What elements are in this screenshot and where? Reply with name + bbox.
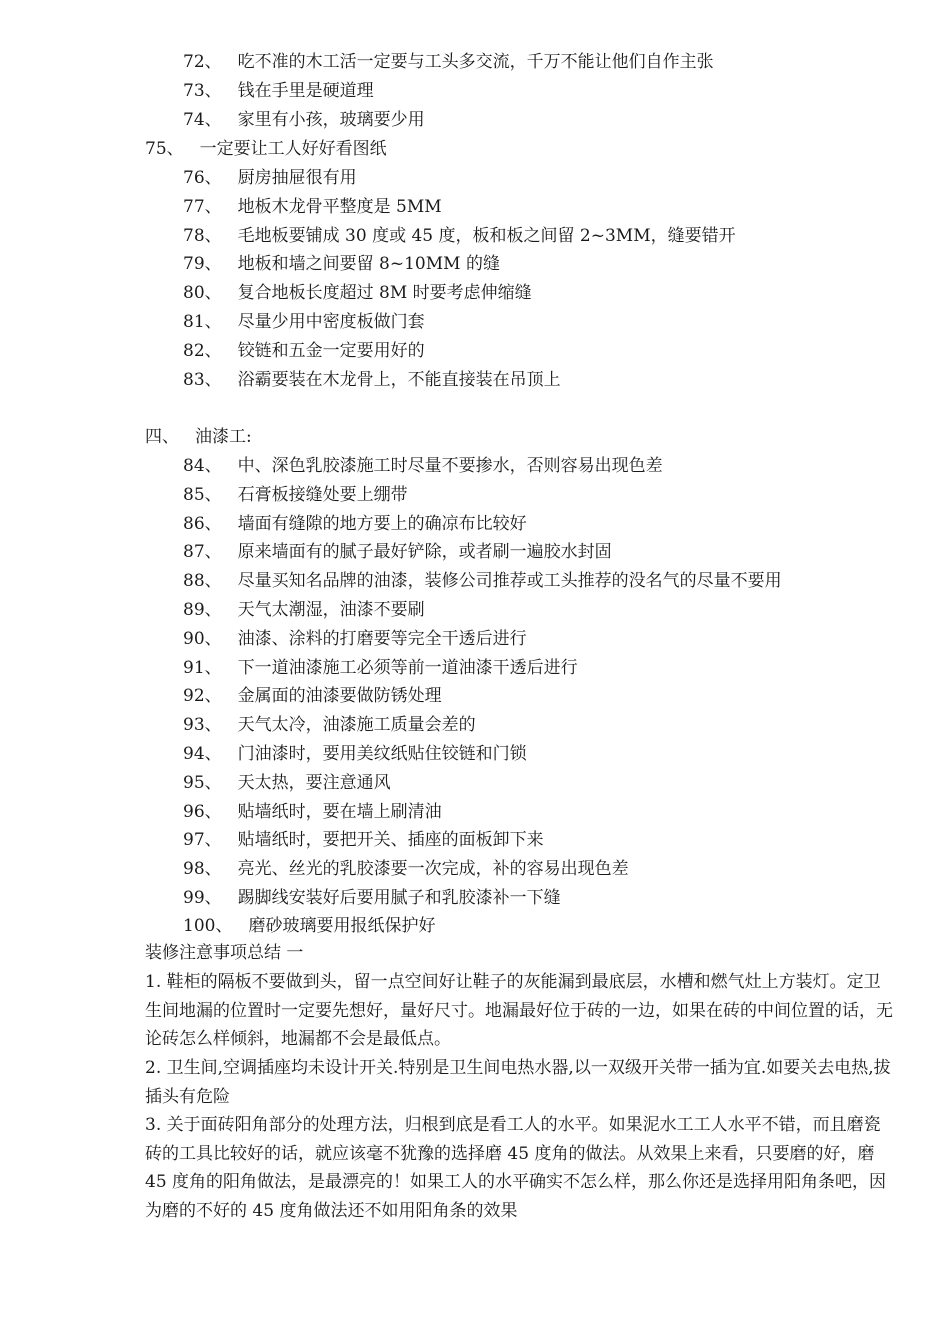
item-text: 贴墙纸时，要在墙上刷清油 bbox=[237, 802, 442, 822]
item-number: 95、 bbox=[183, 773, 222, 793]
list-item bbox=[183, 339, 425, 363]
list-item bbox=[183, 914, 435, 938]
summary-title: 装修注意事项总结 一 bbox=[145, 943, 304, 963]
item-number: 91、 bbox=[183, 658, 222, 678]
list-item bbox=[183, 800, 442, 824]
item-text: 天气太冷，油漆施工质量会差的 bbox=[237, 715, 476, 735]
item-text: 铰链和五金一定要用好的 bbox=[237, 341, 425, 361]
item-number: 97、 bbox=[183, 830, 222, 850]
item-text: 厨房抽屉很有用 bbox=[237, 168, 357, 188]
item-text: 油漆、涂料的打磨要等完全干透后进行 bbox=[237, 629, 527, 649]
item-text: 石膏板接缝处要上绷带 bbox=[237, 485, 408, 505]
list-item bbox=[145, 137, 387, 161]
item-text: 墙面有缝隙的地方要上的确凉布比较好 bbox=[237, 514, 527, 534]
list-item bbox=[183, 368, 561, 392]
item-text: 亮光、丝光的乳胶漆要一次完成，补的容易出现色差 bbox=[237, 859, 629, 879]
paragraph-2: 2. 卫生间,空调插座均未设计开关.特别是卫生间电热水器,以一双级开关带一插为宜.如要关去电热,拔插头有危险 bbox=[145, 1058, 891, 1107]
item-number: 75、 bbox=[145, 139, 184, 159]
list-item bbox=[183, 310, 425, 334]
item-number: 73、 bbox=[183, 81, 222, 101]
item-text: 复合地板长度超过 8M 时要考虑伸缩缝 bbox=[237, 283, 532, 303]
list-item bbox=[183, 713, 476, 737]
item-text: 磨砂玻璃要用报纸保护好 bbox=[248, 916, 436, 936]
list-item bbox=[183, 512, 527, 536]
item-text: 中、深色乳胶漆施工时尽量不要掺水，否则容易出现色差 bbox=[237, 456, 663, 476]
item-number: 76、 bbox=[183, 168, 222, 188]
item-text: 地板木龙骨平整度是 5MM bbox=[237, 197, 442, 217]
item-text: 贴墙纸时，要把开关、插座的面板卸下来 bbox=[237, 830, 544, 850]
item-text: 尽量买知名品牌的油漆，装修公司推荐或工头推荐的没名气的尽量不要用 bbox=[237, 571, 782, 591]
item-number: 72、 bbox=[183, 52, 222, 72]
item-number: 90、 bbox=[183, 629, 222, 649]
item-text: 踢脚线安装好后要用腻子和乳胶漆补一下缝 bbox=[237, 888, 561, 908]
item-number: 77、 bbox=[183, 197, 222, 217]
list-item bbox=[183, 79, 374, 103]
list-item bbox=[183, 281, 532, 305]
item-number: 74、 bbox=[183, 110, 222, 130]
item-number: 83、 bbox=[183, 370, 222, 390]
item-number: 81、 bbox=[183, 312, 222, 332]
item-number: 94、 bbox=[183, 744, 222, 764]
list-item bbox=[183, 252, 500, 276]
list-item bbox=[183, 483, 408, 507]
list-item bbox=[183, 569, 782, 593]
item-number: 88、 bbox=[183, 571, 222, 591]
list-item bbox=[183, 771, 391, 795]
item-number: 93、 bbox=[183, 715, 222, 735]
item-text: 金属面的油漆要做防锈处理 bbox=[237, 686, 442, 706]
item-number: 79、 bbox=[183, 254, 222, 274]
item-text: 一定要让工人好好看图纸 bbox=[199, 139, 387, 159]
item-text: 浴霸要装在木龙骨上，不能直接装在吊顶上 bbox=[237, 370, 561, 390]
item-text: 天太热，要注意通风 bbox=[237, 773, 391, 793]
item-text: 家里有小孩，玻璃要少用 bbox=[237, 110, 425, 130]
item-number: 96、 bbox=[183, 802, 222, 822]
item-text: 尽量少用中密度板做门套 bbox=[237, 312, 425, 332]
item-text: 吃不准的木工活一定要与工头多交流，千万不能让他们自作主张 bbox=[237, 52, 714, 72]
item-number: 99、 bbox=[183, 888, 222, 908]
list-item bbox=[183, 454, 663, 478]
list-item bbox=[183, 50, 714, 74]
section-number: 四、 bbox=[145, 427, 179, 447]
list-item bbox=[183, 886, 561, 910]
item-text: 毛地板要铺成 30 度或 45 度，板和板之间留 2~3MM，缝要错开 bbox=[237, 226, 736, 246]
list-item bbox=[183, 828, 544, 852]
item-text: 原来墙面有的腻子最好铲除，或者刷一遍胶水封固 bbox=[237, 542, 612, 562]
item-text: 钱在手里是硬道理 bbox=[237, 81, 374, 101]
paragraph-1: 1. 鞋柜的隔板不要做到头，留一点空间好让鞋子的灰能漏到最底层，水槽和燃气灶上方装灯。定卫生间地漏的位置时一定要先想好，量好尺寸。地漏最好位于砖的一边，如果在砖的中间位置的话，无论砖怎么样倾斜，地漏都不会是最低点。 bbox=[145, 972, 893, 1049]
item-number: 87、 bbox=[183, 542, 222, 562]
item-text: 门油漆时，要用美纹纸贴住铰链和门锁 bbox=[237, 744, 527, 764]
section-title: 油漆工: bbox=[195, 427, 252, 447]
list-item bbox=[183, 540, 612, 564]
item-number: 100、 bbox=[183, 916, 233, 936]
list-item bbox=[183, 195, 442, 219]
paragraph-3: 3. 关于面砖阳角部分的处理方法，归根到底是看工人的水平。如果泥水工工人水平不错，而且磨瓷砖的工具比较好的话，就应该毫不犹豫的选择磨 45 度角的做法。从效果上来看，只要磨的好，磨 45 度角的阳角做法，是最漂亮的！如果工人的水平确实不怎么样，那么你还是选择用阳角条吧，因为磨的不好的 45 度角做法还不如用阳角条的效果 bbox=[145, 1115, 887, 1221]
item-text: 天气太潮湿，油漆不要刷 bbox=[237, 600, 425, 620]
list-item bbox=[183, 224, 736, 248]
list-item bbox=[183, 656, 578, 680]
list-item bbox=[183, 684, 442, 708]
item-number: 86、 bbox=[183, 514, 222, 534]
item-number: 84、 bbox=[183, 456, 222, 476]
list-item bbox=[183, 627, 527, 651]
item-number: 85、 bbox=[183, 485, 222, 505]
item-number: 92、 bbox=[183, 686, 222, 706]
list-item bbox=[183, 742, 527, 766]
section-heading bbox=[145, 425, 252, 449]
item-text: 地板和墙之间要留 8~10MM 的缝 bbox=[237, 254, 500, 274]
item-number: 80、 bbox=[183, 283, 222, 303]
list-item bbox=[183, 166, 357, 190]
item-number: 82、 bbox=[183, 341, 222, 361]
list-item bbox=[183, 857, 629, 881]
item-number: 89、 bbox=[183, 600, 222, 620]
list-item bbox=[183, 598, 425, 622]
item-number: 98、 bbox=[183, 859, 222, 879]
list-item bbox=[183, 108, 425, 132]
item-text: 下一道油漆施工必须等前一道油漆干透后进行 bbox=[237, 658, 578, 678]
item-number: 78、 bbox=[183, 226, 222, 246]
